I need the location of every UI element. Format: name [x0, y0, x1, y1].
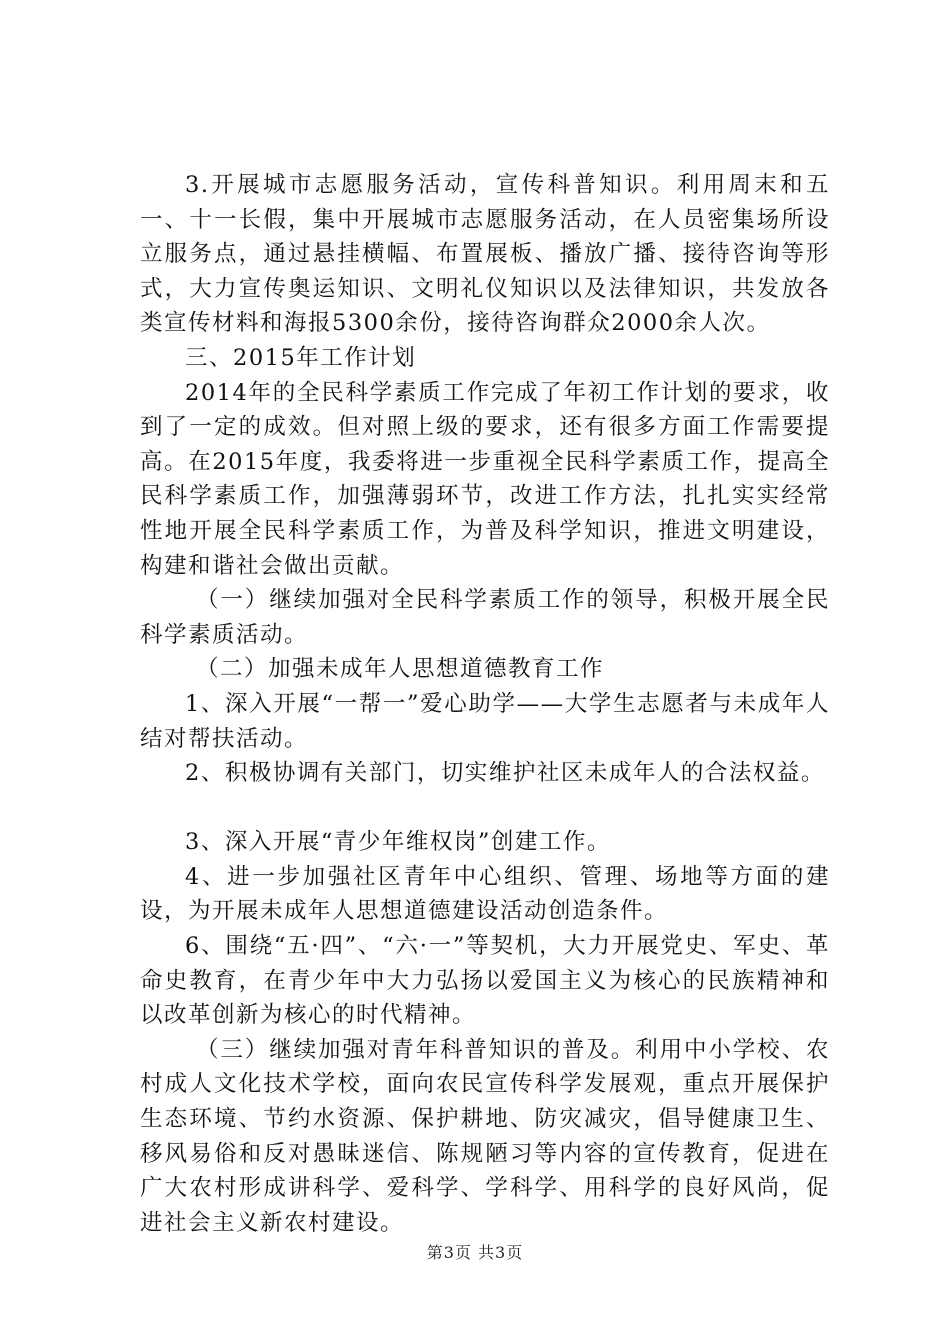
paragraph-subitem-4: 4、进一步加强社区青年中心组织、管理、场地等方面的建设，为开展未成年人思想道德建设活动创造条件。 [140, 863, 830, 925]
paragraph-item-1: （一）继续加强对全民科学素质工作的领导，积极开展全民科学素质活动。 [140, 587, 830, 648]
paragraph-item-3: （三）继续加强对青年科普知识的普及。利用中小学校、农村成人文化技术学校，面向农民宣传科学发展观，重点开展保护生态环境、节约水资源、保护耕地、防灾减灾，倡导健康卫生、移风易俗和反对愚昧迷信、陈规陋习等内容的宣传教育，促进在广大农村形成讲科学、爱科学、学科学、用科学的良好风尚，促进社会主义新农村建设。 [140, 1036, 830, 1236]
paragraph-subitem-3: 3、深入开展“青少年维权岗”创建工作。 [185, 829, 611, 856]
paragraph-subitem-1: 1、深入开展“一帮一”爱心助学——大学生志愿者与未成年人结对帮扶活动。 [140, 690, 830, 752]
blank-line [140, 791, 830, 826]
paragraph-volunteer-activity: 3.开展城市志愿服务活动，宣传科普知识。利用周末和五一、十一长假，集中开展城市志愿服务活动，在人员密集场所设立服务点，通过悬挂横幅、布置展板、播放广播、接待咨询等形式，大力宣传奥运知识、文明礼仪知识以及法律知识，共发放各类宣传材料和海报5300余份，接待咨询群众2000余人次。 [140, 172, 830, 337]
paragraph-item-2: （二）加强未成年人思想道德教育工作 [196, 656, 605, 683]
document-body [140, 168, 830, 1240]
paragraph-2014-summary: 2014年的全民科学素质工作完成了年初工作计划的要求，收到了一定的成效。但对照上级的要求，还有很多方面工作需要提高。在2015年度，我委将进一步重视全民科学素质工作，提高全民科学素质工作，加强薄弱环节，改进工作方法，扎扎实实经常性地开展全民科学素质工作，为普及科学知识，推进文明建设，构建和谐社会做出贡献。 [140, 379, 830, 579]
page-number-footer: 第3页 共3页 [426, 1243, 524, 1262]
paragraph-subitem-6: 6、围绕“五·四”、“六·一”等契机，大力开展党史、军史、革命史教育，在青少年中大力弘扬以爱国主义为核心的民族精神和以改革创新为核心的时代精神。 [140, 933, 830, 1029]
paragraph-subitem-2: 2、积极协调有关部门，切实维护社区未成年人的合法权益。 [185, 760, 825, 787]
section-heading-2015-plan: 三、2015年工作计划 [185, 344, 417, 371]
